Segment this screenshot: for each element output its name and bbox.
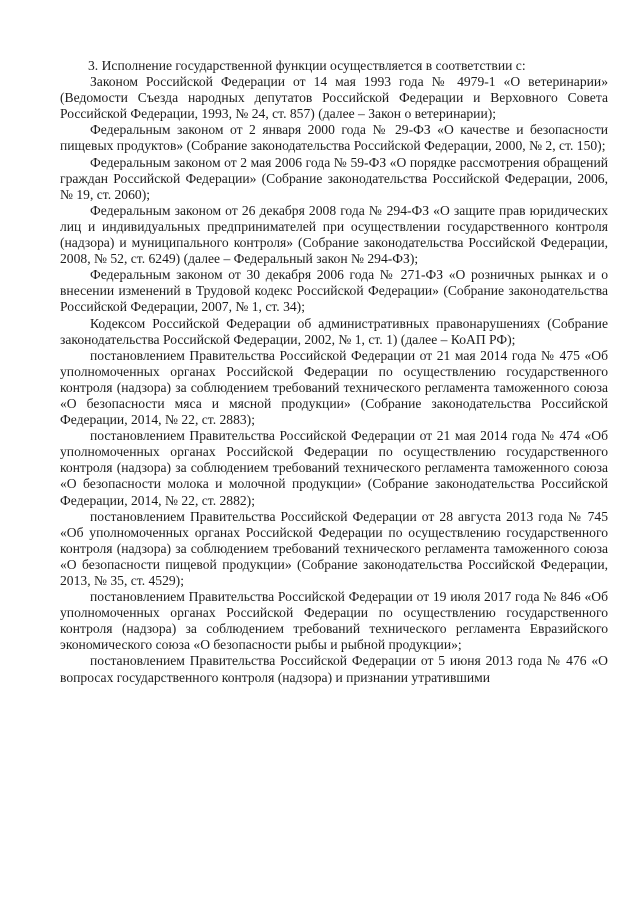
paragraph-law-veterinary: Законом Российской Федерации от 14 мая 1993 года № 4979-1 «О ветеринарии» (Ведомости Съезда народных депутатов Российской Федерации и Верховного Совета Российской Федерации, 1993, № 24, ст. 857) (далее – Закон о ветеринарии);: [60, 74, 608, 122]
paragraph-decree-474: постановлением Правительства Российской Федерации от 21 мая 2014 года № 474 «Об уполномоченных органах Российской Федерации по осуществлению государственного контроля (надзора) за соблюдением требований технического регламента таможенного союза «О безопасности молока и молочной продукции» (Собрание законодательства Российской Федерации, 2014, № 22, ст. 2882);: [60, 428, 608, 508]
paragraph-decree-475: постановлением Правительства Российской Федерации от 21 мая 2014 года № 475 «Об уполномоченных органах Российской Федерации по осуществлению государственного контроля (надзора) за соблюдением требований технического регламента таможенного союза «О безопасности мяса и мясной продукции» (Собрание законодательства Российской Федерации, 2014, № 22, ст. 2883);: [60, 347, 608, 428]
document-page: [60, 58, 608, 686]
paragraph-koap: Кодексом Российской Федерации об административных правонарушениях (Собрание законодательства Российской Федерации, 2002, № 1, ст. 1) (далее – КоАП РФ);: [60, 315, 608, 347]
paragraph-law-citizen-appeals: Федеральным законом от 2 мая 2006 года № 59-ФЗ «О порядке рассмотрения обращений граждан Российской Федерации» (Собрание законодательства Российской Федерации, 2006, № 19, ст. 2060);: [60, 154, 608, 202]
paragraph-law-294fz: Федеральным законом от 26 декабря 2008 года № 294-ФЗ «О защите прав юридических лиц и индивидуальных предпринимателей при осуществлении государственного контроля (надзора) и муниципального контроля» (Собрание законодательства Российской Федерации, 2008, № 52, ст. 6249) (далее – Федеральный закон № 294-ФЗ);: [60, 202, 608, 267]
paragraph-decree-745: постановлением Правительства Российской Федерации от 28 августа 2013 года № 745 «Об уполномоченных органах Российской Федерации по осуществлению государственного контроля (надзора) за соблюдением требований технического регламента таможенного союза «О безопасности пищевой продукции» (Собрание законодательства Российской Федерации, 2013, № 35, ст. 4529);: [60, 508, 608, 588]
paragraph-law-food-quality: Федеральным законом от 2 января 2000 года № 29-ФЗ «О качестве и безопасности пищевых продуктов» (Собрание законодательства Российской Федерации, 2000, № 2, ст. 150);: [60, 122, 608, 154]
paragraph-decree-476: постановлением Правительства Российской Федерации от 5 июня 2013 года № 476 «О вопросах государственного контроля (надзора) и признании утратившими: [60, 653, 608, 685]
paragraph-law-retail-markets: Федеральным законом от 30 декабря 2006 года № 271-ФЗ «О розничных рынках и о внесении изменений в Трудовой кодекс Российской Федерации» (Собрание законодательства Российской Федерации, 2007, № 1, ст. 34);: [60, 267, 608, 315]
paragraph-intro: 3. Исполнение государственной функции осуществляется в соответствии с:: [88, 58, 526, 73]
paragraph-decree-846: постановлением Правительства Российской Федерации от 19 июля 2017 года № 846 «Об уполномоченных органах Российской Федерации по осуществлению государственного контроля (надзора) за соблюдением требований технического регламента Евразийского экономического союза «О безопасности рыбы и рыбной продукции»;: [60, 589, 608, 653]
